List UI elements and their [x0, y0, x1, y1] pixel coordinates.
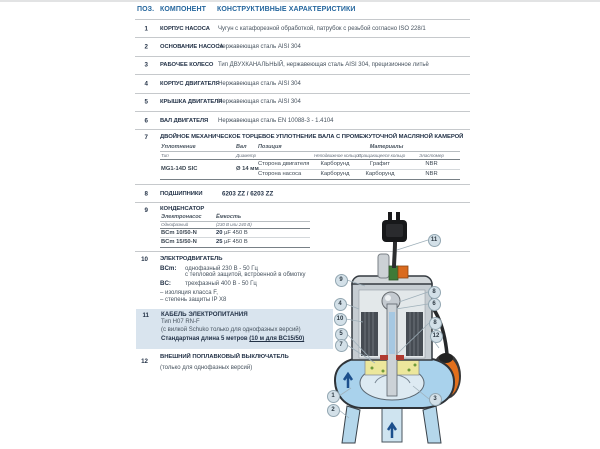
- callout-6: 6: [428, 298, 441, 311]
- seal-col-position: Позиция: [257, 142, 313, 151]
- row-number: 10: [141, 255, 148, 263]
- motor-model-label: BC:: [160, 279, 171, 287]
- row-number: 7: [144, 134, 148, 142]
- float-switch-note: (только для однофазных версий): [160, 365, 253, 372]
- motor-note-line: – изоляция класса F,: [160, 289, 218, 296]
- motor-model-label: BCm:: [160, 264, 177, 272]
- seal-stationary-value: Карборунд: [313, 159, 357, 169]
- capacity-unit: µF 450 В: [222, 229, 248, 236]
- capacitor-col-pump-sub: Однофазный: [160, 221, 215, 228]
- seal-col-type: Тип: [160, 151, 235, 159]
- capacitor-subtable: [160, 213, 310, 248]
- capacity-value: [215, 228, 310, 238]
- seal-title: ДВОЙНОЕ МЕХАНИЧЕСКОЕ ТОРЦЕВОЕ УПЛОТНЕНИЕ ВАЛА С ПРОМЕЖУТОЧНОЙ МАСЛЯНОЙ КАМЕРОЙ: [160, 134, 464, 141]
- callout-10: 10: [334, 313, 347, 326]
- seal-elastomer-value: NBR: [403, 159, 460, 169]
- cable-title: КАБЕЛЬ ЭЛЕКТРОПИТАНИЯ: [161, 310, 248, 318]
- seal-col-rotating: Вращающееся кольцо: [358, 152, 406, 158]
- seal-stationary-value: Карборунд: [313, 169, 357, 179]
- row-number: 3: [144, 61, 148, 69]
- capacity-value: [215, 238, 310, 248]
- cable-type: Тип H07 RN-F: [161, 319, 200, 326]
- capacitor-col-capacity: Ёмкость: [215, 213, 310, 221]
- seal-diameter-value: Ø 14 мм: [235, 159, 257, 179]
- motor-note-line: – степень защиты IP X8: [160, 297, 227, 304]
- motor-spec-text: с тепловой защитой, встроенной в обмотку: [185, 272, 306, 279]
- seal-col-materials: Материалы: [313, 142, 460, 151]
- component-description: Тип ДВУХКАНАЛЬНЫЙ, нержавеющая сталь AISI 304, прецизионное литьё: [218, 62, 429, 69]
- row-number: 12: [141, 358, 148, 366]
- seal-rotating-value: Карборунд: [357, 169, 403, 179]
- row-number: 6: [144, 117, 148, 125]
- callout-8: 8: [428, 286, 441, 299]
- seal-col-shaft: Вал: [235, 142, 257, 151]
- component-name: РАБОЧЕЕ КОЛЕСО: [160, 62, 214, 69]
- callout-8b: 8: [429, 317, 442, 330]
- seal-position-value: Сторона насоса: [257, 169, 313, 179]
- float-switch-title: ВНЕШНИЙ ПОПЛАВКОВЫЙ ВЫКЛЮЧАТЕЛЬ: [160, 354, 289, 361]
- capacitor-title: КОНДЕНСАТОР: [160, 206, 205, 213]
- component-description: Нержавеющая сталь AISI 304: [218, 99, 301, 106]
- seal-col-diameter: Диаметр: [236, 152, 257, 158]
- motor-spec-text: трехфазный 400 В - 50 Гц: [185, 280, 257, 287]
- seal-subtable: [160, 142, 460, 180]
- component-name: ВАЛ ДВИГАТЕЛЯ: [160, 117, 209, 124]
- seal-data-row: [160, 159, 460, 169]
- row-number: 5: [144, 98, 148, 106]
- component-description: Нержавеющая сталь AISI 304: [218, 44, 301, 51]
- capacitor-data-row: [160, 228, 310, 238]
- pump-drawing: [325, 210, 475, 449]
- callout-7: 7: [335, 339, 348, 352]
- table-row: [135, 38, 470, 56]
- capacitor-col-capacity-sub: (230 В или 240 В): [215, 221, 310, 228]
- component-name: КОРПУС ДВИГАТЕЛЯ: [160, 80, 220, 87]
- schuko-plug: [382, 212, 407, 242]
- component-description: Нержавеющая сталь AISI 304: [218, 80, 301, 87]
- capacity-number: 20: [216, 229, 223, 236]
- pump-model: BCm 15/50-N: [160, 238, 215, 248]
- component-name: КРЫШКА ДВИГАТЕЛЯ: [160, 99, 223, 106]
- seal-type-value: MG1-14D SIC: [160, 159, 235, 179]
- table-row-cable-highlighted: [136, 309, 333, 350]
- cable-length: [161, 336, 333, 345]
- table-header: [135, 3, 470, 20]
- page-top-border: [0, 0, 600, 2]
- table-row: [135, 57, 470, 75]
- callout-1: 1: [327, 390, 340, 403]
- capacity-unit: µF 450 В: [222, 239, 248, 246]
- motor-title: ЭЛЕКТРОДВИГАТЕЛЬ: [160, 255, 223, 262]
- seal-col-stationary: Неподвижное кольцо: [314, 152, 359, 158]
- callout-9: 9: [335, 274, 348, 287]
- capacitor-data-row: [160, 238, 310, 248]
- capacitor-col-pump: Электронасос: [160, 213, 215, 221]
- cable-length-option: (10 м для BC15/50): [249, 336, 305, 343]
- callout-12: 12: [430, 330, 443, 343]
- component-name: ОСНОВАНИЕ НАСОСА: [160, 44, 224, 51]
- seal-col-seal: Уплотнение: [160, 142, 235, 151]
- table-row: [135, 75, 470, 93]
- component-description: Нержавеющая сталь EN 10088-3 - 1.4104: [218, 117, 334, 124]
- callout-3: 3: [429, 393, 442, 406]
- table-row-bearings: [135, 185, 470, 203]
- seal-header-row: [160, 142, 460, 151]
- capacitor-subheader-row: [160, 221, 310, 228]
- callout-2: 2: [327, 404, 340, 417]
- row-number: 8: [144, 190, 148, 198]
- row-number: 1: [144, 25, 148, 33]
- col-header-component: КОМПОНЕНТ: [160, 6, 206, 13]
- seal-subheader-row: [160, 151, 460, 159]
- seal-col-empty: [257, 151, 313, 159]
- callout-4: 4: [334, 298, 347, 311]
- cable-note: (с вилкой Schuko только для однофазных версий): [161, 327, 301, 334]
- table-row: [135, 20, 470, 38]
- col-header-pos: ПОЗ.: [137, 6, 155, 13]
- callout-11: 11: [428, 234, 441, 247]
- seal-col-elastomer: Эластомер: [403, 151, 460, 159]
- callout-5: 5: [335, 328, 348, 341]
- table-row-seal: [135, 130, 470, 185]
- capacity-number: 25: [216, 239, 223, 246]
- pump-cross-section-diagram: [325, 210, 475, 449]
- pump-model: BCm 10/50-N: [160, 228, 215, 238]
- table-row: [135, 112, 470, 130]
- capacitor-header-row: [160, 213, 310, 221]
- component-description: Чугун с катафорезной обработкой, патрубок с резьбой согласно ISO 228/1: [218, 25, 426, 32]
- col-header-characteristics: КОНСТРУКТИВНЫЕ ХАРАКТЕРИСТИКИ: [217, 6, 356, 13]
- seal-position-value: Сторона двигателя: [257, 159, 313, 169]
- row-number: 9: [144, 207, 148, 215]
- cable-length-text: Стандартная длина 5 метров: [161, 336, 250, 343]
- row-number: 4: [144, 80, 148, 88]
- component-name: ПОДШИПНИКИ: [160, 190, 203, 197]
- seal-elastomer-value: NBR: [403, 169, 460, 179]
- table-row: [135, 94, 470, 112]
- row-number: 11: [142, 311, 149, 319]
- bearings-value: 6203 ZZ / 6203 ZZ: [222, 190, 274, 198]
- motor-spec-text: однофазный 230 В - 50 Гц: [185, 265, 258, 272]
- seal-rotating-value: Графит: [357, 159, 403, 169]
- component-name: КОРПУС НАСОСА: [160, 25, 210, 32]
- row-number: 2: [144, 43, 148, 51]
